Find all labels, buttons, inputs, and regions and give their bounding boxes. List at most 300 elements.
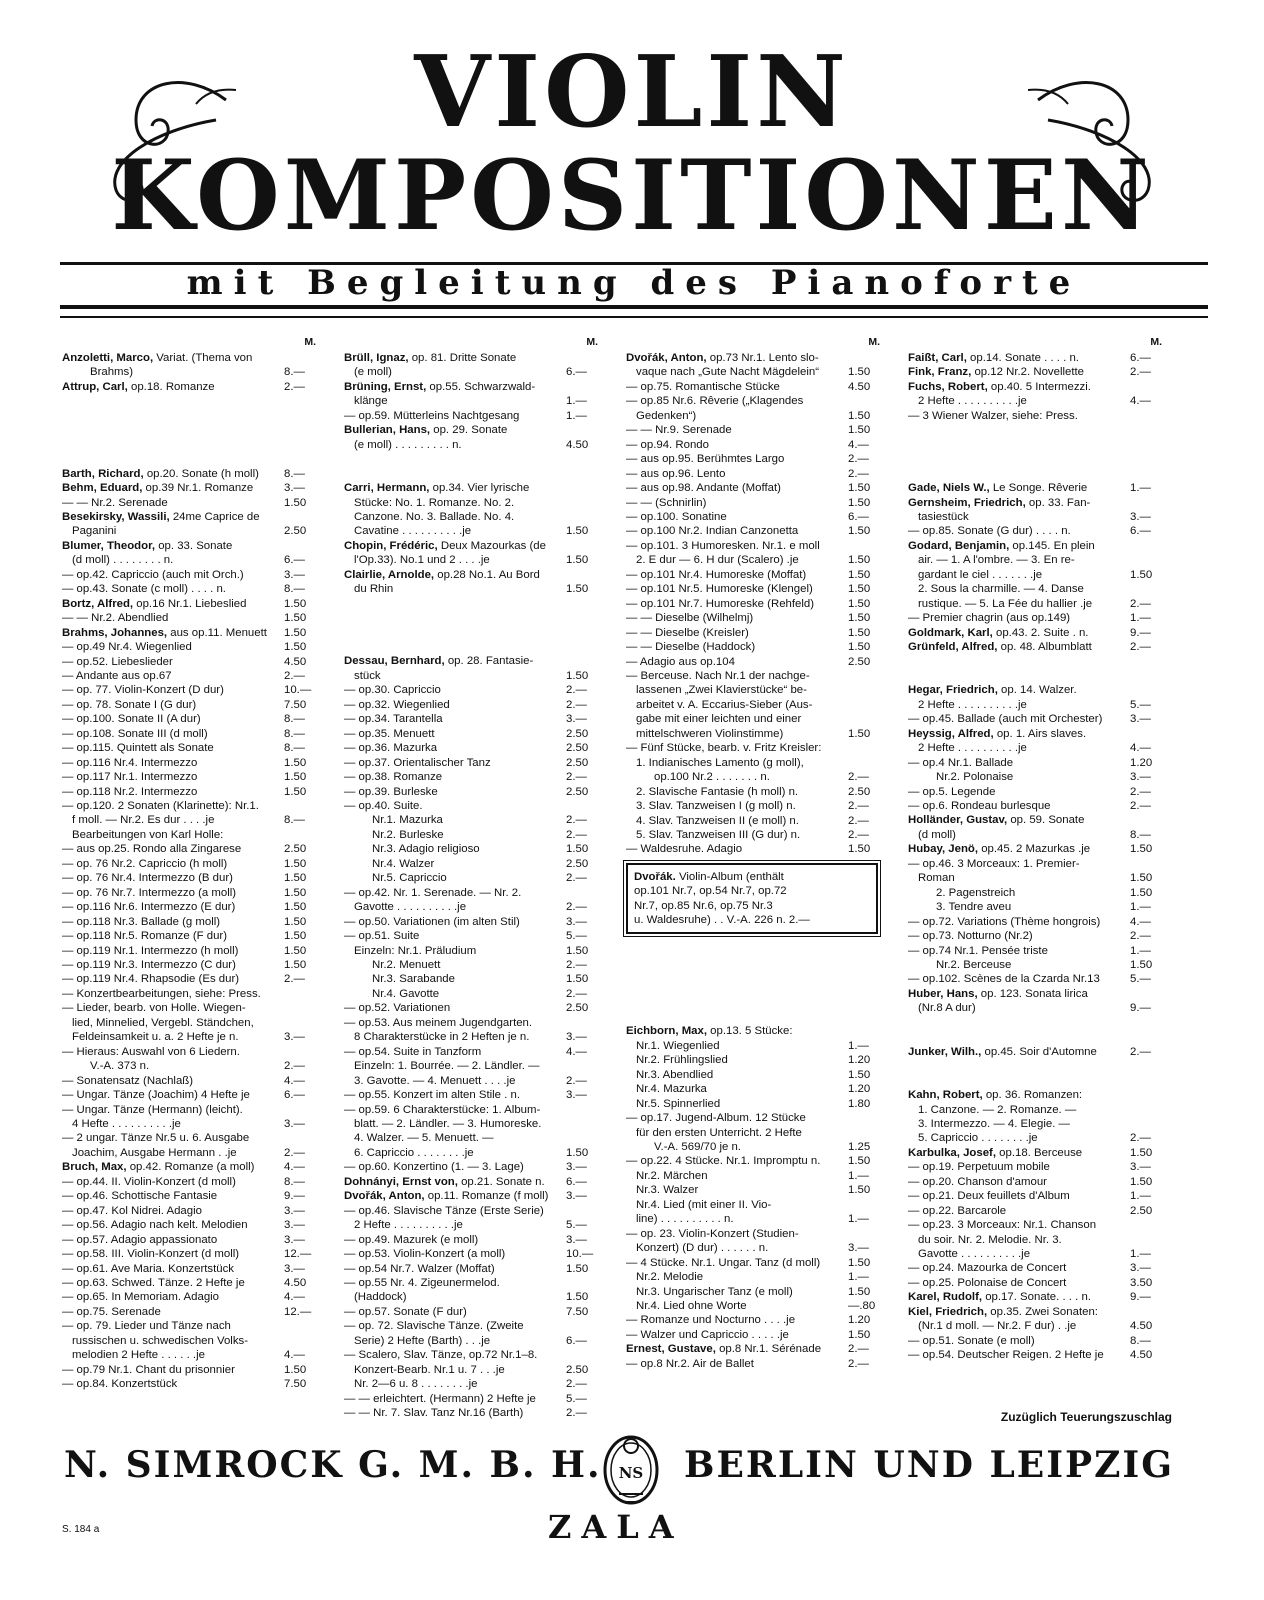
catalog-line-text xyxy=(626,1313,846,1327)
catalog-line xyxy=(626,1256,886,1270)
currency-header: M. xyxy=(304,336,316,348)
catalog-line-text xyxy=(344,524,564,538)
catalog-line-text xyxy=(908,842,1128,856)
price xyxy=(1128,683,1168,697)
catalog-entry xyxy=(344,568,604,597)
catalog-line xyxy=(908,1117,1168,1131)
price: 3.— xyxy=(566,1190,587,1203)
catalog-line xyxy=(908,756,1168,770)
work-title: — Waldesruhe. Adagio xyxy=(626,843,743,856)
catalog-line-text xyxy=(62,1088,282,1102)
catalog-line-text xyxy=(908,1334,1128,1348)
catalog-line xyxy=(344,1059,604,1073)
catalog-line-text xyxy=(62,1074,282,1088)
catalog-entry xyxy=(908,524,1168,538)
catalog-entry xyxy=(626,1285,886,1299)
catalog-line-text xyxy=(908,351,1128,365)
catalog-line-text xyxy=(62,1290,282,1304)
catalog-line xyxy=(62,785,322,799)
catalog-entry xyxy=(344,857,604,871)
catalog-line-text xyxy=(344,409,564,423)
work-title: — op.4 Nr.1. Ballade xyxy=(908,756,1014,769)
catalog-entry xyxy=(344,958,604,972)
catalog-line-text xyxy=(344,972,564,986)
catalog-entry xyxy=(626,1111,886,1154)
work-title: — Ungar. Tänze (Joachim) 4 Hefte je xyxy=(62,1089,250,1102)
price: 1.50 xyxy=(284,496,307,509)
catalog-entry xyxy=(908,886,1168,900)
price: 2.— xyxy=(284,973,305,986)
price: 2.— xyxy=(1130,366,1151,379)
catalog-line-text xyxy=(626,423,846,437)
price xyxy=(564,496,604,510)
price xyxy=(1128,1117,1168,1131)
catalog-line-text xyxy=(626,1256,846,1270)
catalog-line-text xyxy=(908,1175,1128,1189)
work-title: Stücke: No. 1. Romanze. No. 2. xyxy=(354,496,515,509)
section-gap xyxy=(62,394,322,466)
price xyxy=(282,1016,322,1030)
catalog-line-text xyxy=(62,1262,282,1276)
catalog-entry xyxy=(62,1175,322,1189)
composer-name: Besekirsky, Wassili, xyxy=(62,510,170,523)
work-title: — op.79 Nr.1. Chant du prisonnier xyxy=(62,1363,235,1376)
work-title: Nr.2. Menuett xyxy=(372,959,441,971)
catalog-line-text xyxy=(62,1247,282,1261)
catalog-line xyxy=(908,1247,1168,1261)
work-title: — op.34. Tarantella xyxy=(344,713,443,726)
catalog-line-text xyxy=(626,712,846,726)
catalog-line xyxy=(626,785,886,799)
catalog-line xyxy=(62,1204,322,1218)
catalog-line-text xyxy=(344,842,564,856)
catalog-line-text xyxy=(62,785,282,799)
work-title: Nr.2. Frühlingslied xyxy=(636,1054,728,1067)
price: 6.— xyxy=(284,1089,305,1102)
work-title: — op.19. Perpetuum mobile xyxy=(908,1161,1050,1174)
price: 1.50 xyxy=(848,641,871,654)
catalog-line xyxy=(62,1233,322,1247)
publisher-line xyxy=(64,1436,1174,1500)
catalog-line xyxy=(344,496,604,510)
catalog-line xyxy=(908,1001,1168,1015)
price: 1.— xyxy=(1130,1190,1151,1203)
work-title: stück xyxy=(354,669,381,682)
catalog-line xyxy=(344,1117,604,1131)
catalog-line-text xyxy=(908,597,1128,611)
work-title: — op.23. 3 Morceaux: Nr.1. Chanson xyxy=(908,1219,1097,1232)
work-title: russischen u. schwedischen Volks- xyxy=(72,1334,249,1347)
price: 4.— xyxy=(284,1291,305,1304)
catalog-entry xyxy=(626,1039,886,1053)
catalog-line xyxy=(344,987,604,1001)
catalog-line xyxy=(908,1233,1168,1247)
work-title: 2. Slavische Fantasie (h moll) n. xyxy=(636,785,799,798)
catalog-line xyxy=(626,1140,886,1154)
catalog-entry xyxy=(626,640,886,654)
catalog-line-text xyxy=(62,380,282,394)
price xyxy=(1128,582,1168,596)
catalog-line xyxy=(626,611,886,625)
catalog-line-text xyxy=(62,1016,282,1030)
catalog-line-text xyxy=(626,1198,846,1212)
catalog-line xyxy=(626,1154,886,1168)
catalog-entry xyxy=(626,1357,886,1371)
catalog-line xyxy=(344,1074,604,1088)
catalog-entry xyxy=(626,1068,886,1082)
catalog-line-text xyxy=(908,539,1128,553)
price: 3.— xyxy=(284,1118,305,1130)
catalog-line xyxy=(344,1276,604,1290)
composer-name: Hegar, Friedrich, xyxy=(908,684,998,697)
catalog-entry xyxy=(344,915,604,929)
catalog-entry xyxy=(626,510,886,524)
catalog-entry xyxy=(626,1256,886,1270)
price xyxy=(564,1103,604,1117)
catalog-line-text xyxy=(62,1131,282,1145)
work-title: op.8 Nr.1. Sérénade xyxy=(715,1343,822,1356)
price: 8.— xyxy=(284,742,305,755)
work-title: — op.55 Nr. 4. Zigeunermelod. xyxy=(344,1276,500,1289)
price xyxy=(1128,496,1168,510)
catalog-line xyxy=(908,597,1168,611)
catalog-entry xyxy=(344,712,604,726)
work-title: — op.54 Nr.7. Walzer (Moffat) xyxy=(344,1262,495,1275)
work-title: — 2 ungar. Tänze Nr.5 u. 6. Ausgabe xyxy=(62,1132,250,1145)
catalog-line xyxy=(62,799,322,813)
catalog-line xyxy=(62,467,322,481)
catalog-line xyxy=(344,1088,604,1102)
catalog-line-text xyxy=(344,1305,564,1319)
catalog-line-text xyxy=(62,842,282,856)
price: 1.50 xyxy=(284,785,307,798)
catalog-column-2 xyxy=(344,335,604,1421)
catalog-line xyxy=(908,727,1168,741)
price: 2.— xyxy=(848,800,869,813)
catalog-line xyxy=(62,813,322,827)
catalog-entry xyxy=(908,1146,1168,1160)
catalog-entry xyxy=(626,496,886,510)
catalog-line-text xyxy=(62,1218,282,1232)
price: 1.— xyxy=(848,1169,869,1182)
catalog-line xyxy=(626,1039,886,1053)
catalog-entry xyxy=(344,1204,604,1233)
catalog-line xyxy=(62,1160,322,1174)
price: 9.— xyxy=(1130,626,1151,639)
price xyxy=(282,987,322,1001)
catalog-line-text xyxy=(344,1131,564,1145)
catalog-line xyxy=(908,1348,1168,1362)
price: 10.— xyxy=(284,684,312,697)
catalog-line xyxy=(626,655,886,669)
catalog-line-text xyxy=(908,1001,1128,1015)
catalog-line-text xyxy=(62,1030,282,1044)
work-title: — op.115. Quintett als Sonate xyxy=(62,742,214,755)
catalog-line xyxy=(344,1016,604,1030)
work-title: melodien 2 Hefte . . . . . .je xyxy=(72,1349,205,1362)
catalog-line-text xyxy=(344,1103,564,1117)
catalog-line xyxy=(626,799,886,813)
catalog-line xyxy=(344,712,604,726)
catalog-line-text xyxy=(344,828,564,842)
work-title: — — Nr.2. Abendlied xyxy=(62,612,169,625)
work-title: lassenen „Zwei Klavierstücke“ be- xyxy=(636,684,807,697)
price: 2.50 xyxy=(566,742,589,755)
work-title: — op.72. Variations (Thème hongrois) xyxy=(908,915,1101,928)
work-title: — aus op.95. Berühmtes Largo xyxy=(626,453,785,466)
work-title: 4. Slav. Tanzweisen II (e moll) n. xyxy=(636,814,799,827)
price xyxy=(564,654,604,668)
catalog-entry xyxy=(908,1348,1168,1362)
price xyxy=(1128,409,1168,423)
catalog-line-text xyxy=(344,683,564,697)
catalog-line-text xyxy=(626,626,846,640)
catalog-line-text xyxy=(62,1117,282,1131)
price xyxy=(846,712,886,726)
catalog-line-text xyxy=(62,669,282,683)
catalog-line-text xyxy=(344,987,564,1001)
work-title: — op.120. 2 Sonaten (Klarinette): Nr.1. xyxy=(62,800,259,813)
price: 2.— xyxy=(1130,1132,1151,1145)
catalog-line xyxy=(344,438,604,452)
catalog-entry xyxy=(344,1233,604,1247)
work-title: op.28 No.1. Au Bord xyxy=(434,568,540,581)
subtitle-band xyxy=(60,262,1208,309)
catalog-line xyxy=(62,1146,322,1160)
price: 6.— xyxy=(848,510,869,523)
catalog-line-text xyxy=(626,351,846,365)
catalog-line-text xyxy=(344,1189,564,1203)
price: 1.50 xyxy=(848,1256,871,1269)
catalog-entry xyxy=(626,380,886,394)
work-title: — Fünf Stücke, bearb. v. Fritz Kreisler: xyxy=(626,742,822,755)
catalog-line xyxy=(626,842,886,856)
price: 1.50 xyxy=(848,583,871,596)
work-title: — op.49 Nr.4. Wiegenlied xyxy=(62,641,192,654)
price: 1.50 xyxy=(1130,1146,1153,1159)
catalog-entry xyxy=(62,611,322,625)
work-title: op.14. Sonate . . . . n. xyxy=(966,352,1079,364)
price: 2.— xyxy=(1130,800,1151,813)
work-title: — — Nr. 7. Slav. Tanz Nr.16 (Barth) xyxy=(344,1407,524,1420)
catalog-line xyxy=(62,987,322,1001)
work-title: op. 123. Sonata lirica xyxy=(977,987,1088,1000)
catalog-entry xyxy=(344,929,604,943)
catalog-line xyxy=(344,1377,604,1391)
price xyxy=(1128,1305,1168,1319)
catalog-line xyxy=(344,683,604,697)
price: 1.50 xyxy=(566,1262,589,1275)
work-title: Nr.4. Walzer xyxy=(372,857,435,870)
composer-name: Karbulka, Josef, xyxy=(908,1146,996,1159)
catalog-line xyxy=(908,640,1168,654)
catalog-entry xyxy=(344,987,604,1001)
price xyxy=(846,683,886,697)
work-title: op. 29. Sonate xyxy=(430,424,508,437)
catalog-line xyxy=(634,899,870,913)
catalog-entry xyxy=(344,654,604,683)
price: 3.— xyxy=(1130,771,1151,784)
catalog-line-text xyxy=(344,394,564,408)
catalog-line xyxy=(634,884,870,898)
catalog-line-text xyxy=(626,510,846,524)
catalog-line xyxy=(62,1088,322,1102)
work-title: rustique. — 5. La Fée du hallier .je xyxy=(918,597,1093,610)
work-title: 3. Gavotte. — 4. Menuett . . . .je xyxy=(354,1074,516,1087)
catalog-line xyxy=(626,510,886,524)
catalog-line-text xyxy=(344,756,564,770)
catalog-line-text xyxy=(626,1082,846,1096)
price: 2.— xyxy=(566,771,587,784)
catalog-entry xyxy=(62,929,322,943)
catalog-line xyxy=(344,900,604,914)
work-title: op.35. Zwei Sonaten: xyxy=(987,1305,1098,1318)
catalog-line xyxy=(908,394,1168,408)
catalog-entry xyxy=(62,828,322,842)
catalog-line-text xyxy=(626,828,846,842)
catalog-line xyxy=(344,582,604,596)
catalog-line xyxy=(62,842,322,856)
price: 2.— xyxy=(848,1343,869,1356)
work-title: — op.75. Serenade xyxy=(62,1305,161,1318)
catalog-line-text xyxy=(62,958,282,972)
catalog-line-text xyxy=(626,582,846,596)
catalog-line-text xyxy=(626,1183,846,1197)
section-gap xyxy=(908,1016,1168,1045)
catalog-line-text xyxy=(626,553,846,567)
price: 1.20 xyxy=(1130,756,1153,769)
catalog-entry xyxy=(62,972,322,986)
catalog-line-text xyxy=(626,452,846,466)
composer-name: Ernest, Gustave, xyxy=(626,1343,716,1356)
work-title: — op.55. Konzert im alten Stile . n. xyxy=(344,1089,521,1102)
price xyxy=(564,1059,604,1073)
price xyxy=(564,380,604,394)
catalog-entry xyxy=(344,380,604,409)
work-title: — op.52. Liebeslieder xyxy=(62,655,173,668)
price xyxy=(564,799,604,813)
price: 4.— xyxy=(1130,915,1151,928)
work-title: — op.50. Variationen (im alten Stil) xyxy=(344,915,520,928)
catalog-entry xyxy=(908,987,1168,1016)
catalog-line xyxy=(908,1218,1168,1232)
work-title: — Romanze und Nocturno . . . .je xyxy=(626,1314,796,1327)
catalog-entry xyxy=(626,582,886,596)
catalog-entry xyxy=(62,1045,322,1074)
catalog-line-text xyxy=(344,496,564,510)
catalog-line xyxy=(908,1261,1168,1275)
publisher-name: N. SIMROCK G. M. B. H. xyxy=(64,1444,602,1486)
catalog-line xyxy=(62,727,322,741)
catalog-line xyxy=(344,915,604,929)
catalog-line xyxy=(626,409,886,423)
work-title: — op. 76 Nr.2. Capriccio (h moll) xyxy=(62,857,228,870)
catalog-entry xyxy=(908,1276,1168,1290)
price xyxy=(564,1319,604,1333)
work-title: — op.118 Nr.5. Romanze (F dur) xyxy=(62,930,228,943)
work-title: — op.51. Suite xyxy=(344,930,420,943)
price: 8.— xyxy=(284,467,305,480)
work-title: op.17. Sonate. . . . n. xyxy=(982,1291,1091,1304)
price: 1.50 xyxy=(1130,886,1153,899)
price: 4.— xyxy=(284,1161,305,1174)
catalog-line-text xyxy=(344,1276,564,1290)
price xyxy=(564,1131,604,1145)
price: 1.50 xyxy=(566,944,589,957)
price xyxy=(564,1204,604,1218)
work-title: op.20. Sonate (h moll) xyxy=(143,467,259,480)
price: 4.50 xyxy=(284,655,307,668)
price: 1.50 xyxy=(284,626,307,639)
catalog-line-text xyxy=(62,857,282,871)
price xyxy=(282,1334,322,1348)
price: 1.50 xyxy=(848,525,871,538)
price: 2.50 xyxy=(566,1363,589,1376)
work-title: — aus op.25. Rondo alla Zingarese xyxy=(62,843,242,856)
catalog-line-text xyxy=(626,597,846,611)
price: 1.50 xyxy=(848,1068,871,1081)
work-title: — op.116 Nr.4. Intermezzo xyxy=(62,756,198,769)
catalog-line-text xyxy=(908,770,1128,784)
work-title: — Hieraus: Auswahl von 6 Liedern. xyxy=(62,1045,240,1058)
catalog-line-text xyxy=(908,683,1128,697)
price: 4.— xyxy=(284,1074,305,1087)
price: 1.50 xyxy=(1130,843,1153,856)
catalog-line xyxy=(62,683,322,697)
catalog-entry xyxy=(62,770,322,784)
catalog-entry xyxy=(62,944,322,958)
catalog-line xyxy=(344,1348,604,1362)
catalog-code: S. 184 a xyxy=(62,1524,100,1535)
catalog-line xyxy=(344,669,604,683)
work-title: — op.32. Wiegenlied xyxy=(344,698,450,711)
work-title: 6. Capriccio . . . . . . . .je xyxy=(354,1146,474,1159)
catalog-line xyxy=(62,481,322,495)
price xyxy=(846,1126,886,1140)
catalog-entry xyxy=(62,582,322,596)
catalog-line-text xyxy=(344,698,564,712)
catalog-text: Violin-Album (enthält xyxy=(675,870,784,883)
catalog-line-text xyxy=(62,1305,282,1319)
work-title: (Nr.8 A dur) xyxy=(918,1002,976,1015)
catalog-line-text xyxy=(626,409,846,423)
catalog-line xyxy=(344,1363,604,1377)
price: 2.50 xyxy=(1130,1204,1153,1217)
catalog-entry xyxy=(62,900,322,914)
catalog-line-text xyxy=(344,1074,564,1088)
catalog-line xyxy=(908,1189,1168,1203)
composer-name: Dohnányi, Ernst von, xyxy=(344,1175,458,1188)
catalog-line-text xyxy=(344,1392,564,1406)
price: 3.— xyxy=(566,915,587,928)
catalog-line xyxy=(626,814,886,828)
catalog-line-text xyxy=(344,712,564,726)
composer-name: Attrup, Carl, xyxy=(62,380,128,393)
catalog-line-text xyxy=(62,539,282,553)
work-title: — op.84. Konzertstück xyxy=(62,1378,178,1391)
catalog-line-text xyxy=(626,1126,846,1140)
catalog-entry xyxy=(62,351,322,380)
catalog-line xyxy=(344,929,604,943)
catalog-line-text xyxy=(62,1319,282,1333)
catalog-line xyxy=(344,1103,604,1117)
catalog-line xyxy=(62,1276,322,1290)
catalog-line xyxy=(908,1103,1168,1117)
work-title: — op. 79. Lieder und Tänze nach xyxy=(62,1320,231,1333)
catalog-line-text xyxy=(908,987,1128,1001)
catalog-line xyxy=(344,698,604,712)
catalog-line xyxy=(344,1189,604,1203)
